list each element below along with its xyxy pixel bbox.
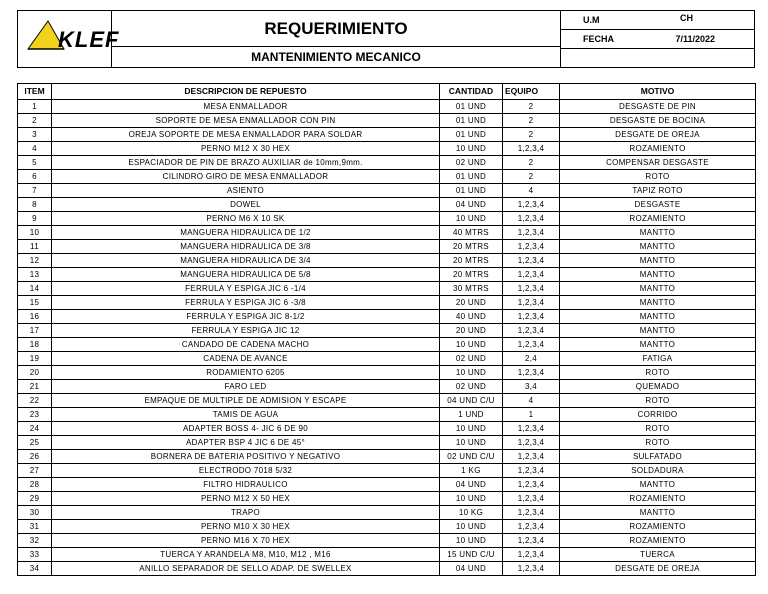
- item-cell: 15: [18, 296, 52, 310]
- motivo-cell: DESGATE DE OREJA: [560, 128, 756, 142]
- cantidad-cell: 04 UND: [440, 198, 503, 212]
- table-row: [18, 436, 756, 450]
- equipo-cell: 1,2,3,4: [503, 366, 560, 380]
- item-cell: 6: [18, 170, 52, 184]
- descripcion-cell: PERNO M10 X 30 HEX: [52, 520, 440, 534]
- item-cell: 32: [18, 534, 52, 548]
- item-cell: 33: [18, 548, 52, 562]
- descripcion-cell: DOWEL: [52, 198, 440, 212]
- cantidad-cell: 20 MTRS: [440, 254, 503, 268]
- table-row: [18, 100, 756, 114]
- equipo-cell: 1,2,3,4: [503, 310, 560, 324]
- equipo-cell: 4: [503, 184, 560, 198]
- descripcion-cell: SOPORTE DE MESA ENMALLADOR CON PIN: [52, 114, 440, 128]
- equipo-cell: 2: [503, 128, 560, 142]
- descripcion-cell: ELECTRODO 7018 5/32: [52, 464, 440, 478]
- motivo-cell: CORRIDO: [560, 408, 756, 422]
- descripcion-cell: BORNERA DE BATERIA POSITIVO Y NEGATIVO: [52, 450, 440, 464]
- item-cell: 21: [18, 380, 52, 394]
- cantidad-cell: 10 UND: [440, 366, 503, 380]
- cantidad-cell: 02 UND C/U: [440, 450, 503, 464]
- equipo-cell: 1: [503, 408, 560, 422]
- col-header-cantidad: CANTIDAD: [440, 84, 503, 100]
- motivo-cell: FATIGA: [560, 352, 756, 366]
- cantidad-cell: 40 UND: [440, 310, 503, 324]
- item-cell: 12: [18, 254, 52, 268]
- motivo-cell: TAPIZ ROTO: [560, 184, 756, 198]
- equipo-cell: 2: [503, 100, 560, 114]
- motivo-cell: MANTTO: [560, 324, 756, 338]
- equipo-cell: 2: [503, 170, 560, 184]
- descripcion-cell: MANGUERA HIDRAULICA DE 1/2: [52, 226, 440, 240]
- item-cell: 22: [18, 394, 52, 408]
- cantidad-cell: 10 UND: [440, 212, 503, 226]
- table-row: [18, 394, 756, 408]
- table-row: [18, 156, 756, 170]
- item-cell: 10: [18, 226, 52, 240]
- item-cell: 4: [18, 142, 52, 156]
- descripcion-cell: OREJA SOPORTE DE MESA ENMALLADOR PARA SOLDAR: [52, 128, 440, 142]
- requirements-table: [17, 83, 756, 576]
- equipo-cell: 1,2,3,4: [503, 296, 560, 310]
- table-row: [18, 534, 756, 548]
- item-cell: 13: [18, 268, 52, 282]
- cantidad-cell: 10 UND: [440, 520, 503, 534]
- descripcion-cell: FERRULA Y ESPIGA JIC 6 -1/4: [52, 282, 440, 296]
- descripcion-cell: FILTRO HIDRAULICO: [52, 478, 440, 492]
- table-row: [18, 506, 756, 520]
- motivo-cell: TUERCA: [560, 548, 756, 562]
- equipo-cell: 1,2,3,4: [503, 198, 560, 212]
- item-cell: 8: [18, 198, 52, 212]
- motivo-cell: ROZAMIENTO: [560, 520, 756, 534]
- equipo-cell: 1,2,3,4: [503, 548, 560, 562]
- descripcion-cell: MANGUERA HIDRAULICA DE 3/8: [52, 240, 440, 254]
- table-row: [18, 296, 756, 310]
- item-cell: 11: [18, 240, 52, 254]
- table-row: [18, 268, 756, 282]
- equipo-cell: 1,2,3,4: [503, 478, 560, 492]
- cantidad-cell: 01 UND: [440, 170, 503, 184]
- motivo-cell: SOLDADURA: [560, 464, 756, 478]
- motivo-cell: MANTTO: [560, 338, 756, 352]
- cantidad-cell: 30 MTRS: [440, 282, 503, 296]
- item-cell: 16: [18, 310, 52, 324]
- table-row: [18, 226, 756, 240]
- table-header-row: [18, 84, 756, 100]
- table-row: [18, 520, 756, 534]
- equipo-cell: 1,2,3,4: [503, 212, 560, 226]
- table-row: [18, 366, 756, 380]
- equipo-cell: 2: [503, 114, 560, 128]
- descripcion-cell: ADAPTER BSP 4 JIC 6 DE 45°: [52, 436, 440, 450]
- descripcion-cell: FERRULA Y ESPIGA JIC 6 -3/8: [52, 296, 440, 310]
- cantidad-cell: 1 UND: [440, 408, 503, 422]
- item-cell: 29: [18, 492, 52, 506]
- table-row: [18, 212, 756, 226]
- table-row: [18, 422, 756, 436]
- equipo-cell: 1,2,3,4: [503, 226, 560, 240]
- motivo-cell: ROZAMIENTO: [560, 492, 756, 506]
- item-cell: 17: [18, 324, 52, 338]
- cantidad-cell: 20 MTRS: [440, 268, 503, 282]
- item-cell: 20: [18, 366, 52, 380]
- descripcion-cell: CADENA DE AVANCE: [52, 352, 440, 366]
- item-cell: 27: [18, 464, 52, 478]
- cantidad-cell: 01 UND: [440, 128, 503, 142]
- table-row: [18, 492, 756, 506]
- cantidad-cell: 15 UND C/U: [440, 548, 503, 562]
- table-row: [18, 450, 756, 464]
- cantidad-cell: 04 UND: [440, 562, 503, 576]
- equipo-cell: 1,2,3,4: [503, 422, 560, 436]
- table-row: [18, 170, 756, 184]
- equipo-cell: 1,2,3,4: [503, 240, 560, 254]
- equipo-cell: 1,2,3,4: [503, 142, 560, 156]
- cantidad-cell: 10 UND: [440, 338, 503, 352]
- descripcion-cell: ANILLO SEPARADOR DE SELLO ADAP. DE SWELLEX: [52, 562, 440, 576]
- descripcion-cell: MANGUERA HIDRAULICA DE 5/8: [52, 268, 440, 282]
- descripcion-cell: ESPACIADOR DE PIN DE BRAZO AUXILIAR de 10mm,9mm.: [52, 156, 440, 170]
- item-cell: 23: [18, 408, 52, 422]
- table-row: [18, 338, 756, 352]
- equipo-cell: 2,4: [503, 352, 560, 366]
- item-cell: 26: [18, 450, 52, 464]
- item-cell: 31: [18, 520, 52, 534]
- motivo-cell: MANTTO: [560, 226, 756, 240]
- fecha-value: 7/11/2022: [675, 34, 715, 44]
- cantidad-cell: 20 MTRS: [440, 240, 503, 254]
- equipo-cell: 1,2,3,4: [503, 282, 560, 296]
- descripcion-cell: ADAPTER BOSS 4- JIC 6 DE 90: [52, 422, 440, 436]
- motivo-cell: ROTO: [560, 170, 756, 184]
- motivo-cell: MANTTO: [560, 296, 756, 310]
- document-title: REQUERIMIENTO: [112, 11, 561, 47]
- table-row: [18, 114, 756, 128]
- motivo-cell: ROZAMIENTO: [560, 534, 756, 548]
- document-subtitle: MANTENIMIENTO MECANICO: [112, 47, 561, 67]
- cantidad-cell: 10 UND: [440, 142, 503, 156]
- motivo-cell: DESGASTE DE BOCINA: [560, 114, 756, 128]
- um-value: CH: [680, 13, 693, 23]
- item-cell: 3: [18, 128, 52, 142]
- table-row: [18, 184, 756, 198]
- equipo-cell: 1,2,3,4: [503, 268, 560, 282]
- logo-text: KLEF: [58, 27, 120, 52]
- descripcion-cell: PERNO M16 X 70 HEX: [52, 534, 440, 548]
- cantidad-cell: 04 UND: [440, 478, 503, 492]
- descripcion-cell: FERRULA Y ESPIGA JIC 12: [52, 324, 440, 338]
- item-cell: 34: [18, 562, 52, 576]
- cantidad-cell: 1 KG: [440, 464, 503, 478]
- equipo-cell: 2: [503, 156, 560, 170]
- item-cell: 7: [18, 184, 52, 198]
- col-header-descripcion: DESCRIPCION DE REPUESTO: [52, 84, 440, 100]
- document-header: [17, 10, 755, 68]
- descripcion-cell: TRAPO: [52, 506, 440, 520]
- motivo-cell: ROTO: [560, 394, 756, 408]
- motivo-cell: ROZAMIENTO: [560, 142, 756, 156]
- table-row: [18, 240, 756, 254]
- descripcion-cell: EMPAQUE DE MULTIPLE DE ADMISION Y ESCAPE: [52, 394, 440, 408]
- item-cell: 30: [18, 506, 52, 520]
- table-row: [18, 408, 756, 422]
- cantidad-cell: 10 UND: [440, 492, 503, 506]
- motivo-cell: MANTTO: [560, 240, 756, 254]
- equipo-cell: 1,2,3,4: [503, 534, 560, 548]
- motivo-cell: DESGASTE DE PIN: [560, 100, 756, 114]
- table-row: [18, 282, 756, 296]
- descripcion-cell: MESA ENMALLADOR: [52, 100, 440, 114]
- cantidad-cell: 10 UND: [440, 422, 503, 436]
- cantidad-cell: 10 UND: [440, 534, 503, 548]
- cantidad-cell: 10 UND: [440, 436, 503, 450]
- equipo-cell: 1,2,3,4: [503, 562, 560, 576]
- equipo-cell: 1,2,3,4: [503, 506, 560, 520]
- equipo-cell: 1,2,3,4: [503, 436, 560, 450]
- table-row: [18, 128, 756, 142]
- col-header-motivo: MOTIVO: [560, 84, 756, 100]
- item-cell: 18: [18, 338, 52, 352]
- motivo-cell: QUEMADO: [560, 380, 756, 394]
- cantidad-cell: 04 UND C/U: [440, 394, 503, 408]
- descripcion-cell: MANGUERA HIDRAULICA DE 3/4: [52, 254, 440, 268]
- cantidad-cell: 01 UND: [440, 184, 503, 198]
- item-cell: 24: [18, 422, 52, 436]
- cantidad-cell: 02 UND: [440, 380, 503, 394]
- motivo-cell: MANTTO: [560, 254, 756, 268]
- equipo-cell: 4: [503, 394, 560, 408]
- col-header-item: ITEM: [18, 84, 52, 100]
- equipo-cell: 1,2,3,4: [503, 324, 560, 338]
- descripcion-cell: TUERCA Y ARANDELA M8, M10, M12 , M16: [52, 548, 440, 562]
- fecha-row: [561, 30, 755, 49]
- descripcion-cell: PERNO M12 X 30 HEX: [52, 142, 440, 156]
- table-row: [18, 324, 756, 338]
- descripcion-cell: CANDADO DE CADENA MACHO: [52, 338, 440, 352]
- descripcion-cell: CILINDRO GIRO DE MESA ENMALLADOR: [52, 170, 440, 184]
- equipo-cell: 1,2,3,4: [503, 520, 560, 534]
- meta-empty-row: [561, 49, 755, 67]
- motivo-cell: ROTO: [560, 366, 756, 380]
- table-row: [18, 142, 756, 156]
- item-cell: 14: [18, 282, 52, 296]
- motivo-cell: ROTO: [560, 422, 756, 436]
- descripcion-cell: PERNO M12 X 50 HEX: [52, 492, 440, 506]
- col-header-equipo: EQUIPO: [503, 84, 560, 100]
- motivo-cell: SULFATADO: [560, 450, 756, 464]
- equipo-cell: 3,4: [503, 380, 560, 394]
- table-row: [18, 380, 756, 394]
- equipo-cell: 1,2,3,4: [503, 450, 560, 464]
- table-row: [18, 254, 756, 268]
- table-row: [18, 464, 756, 478]
- table-row: [18, 478, 756, 492]
- motivo-cell: DESGATE DE OREJA: [560, 562, 756, 576]
- cantidad-cell: 01 UND: [440, 100, 503, 114]
- um-row: [561, 11, 755, 30]
- item-cell: 9: [18, 212, 52, 226]
- item-cell: 25: [18, 436, 52, 450]
- fecha-label: FECHA: [583, 34, 614, 44]
- motivo-cell: MANTTO: [560, 282, 756, 296]
- descripcion-cell: FERRULA Y ESPIGA JIC 8-1/2: [52, 310, 440, 324]
- descripcion-cell: RODAMIENTO 6205: [52, 366, 440, 380]
- descripcion-cell: TAMIS DE AGUA: [52, 408, 440, 422]
- item-cell: 1: [18, 100, 52, 114]
- item-cell: 2: [18, 114, 52, 128]
- cantidad-cell: 10 KG: [440, 506, 503, 520]
- cantidad-cell: 01 UND: [440, 114, 503, 128]
- equipo-cell: 1,2,3,4: [503, 492, 560, 506]
- table-row: [18, 198, 756, 212]
- descripcion-cell: FARO LED: [52, 380, 440, 394]
- table-row: [18, 352, 756, 366]
- cantidad-cell: 40 MTRS: [440, 226, 503, 240]
- um-label: U.M: [583, 15, 600, 25]
- equipo-cell: 1,2,3,4: [503, 338, 560, 352]
- motivo-cell: MANTTO: [560, 478, 756, 492]
- motivo-cell: MANTTO: [560, 268, 756, 282]
- motivo-cell: ROZAMIENTO: [560, 212, 756, 226]
- equipo-cell: 1,2,3,4: [503, 464, 560, 478]
- cantidad-cell: 02 UND: [440, 352, 503, 366]
- item-cell: 5: [18, 156, 52, 170]
- motivo-cell: MANTTO: [560, 506, 756, 520]
- table-row: [18, 310, 756, 324]
- cantidad-cell: 20 UND: [440, 324, 503, 338]
- equipo-cell: 1,2,3,4: [503, 254, 560, 268]
- motivo-cell: COMPENSAR DESGASTE: [560, 156, 756, 170]
- table-row: [18, 562, 756, 576]
- company-logo: [18, 11, 120, 67]
- descripcion-cell: ASIENTO: [52, 184, 440, 198]
- table-row: [18, 548, 756, 562]
- motivo-cell: DESGASTE: [560, 198, 756, 212]
- item-cell: 28: [18, 478, 52, 492]
- descripcion-cell: PERNO M6 X 10 SK: [52, 212, 440, 226]
- item-cell: 19: [18, 352, 52, 366]
- motivo-cell: MANTTO: [560, 310, 756, 324]
- cantidad-cell: 02 UND: [440, 156, 503, 170]
- cantidad-cell: 20 UND: [440, 296, 503, 310]
- motivo-cell: ROTO: [560, 436, 756, 450]
